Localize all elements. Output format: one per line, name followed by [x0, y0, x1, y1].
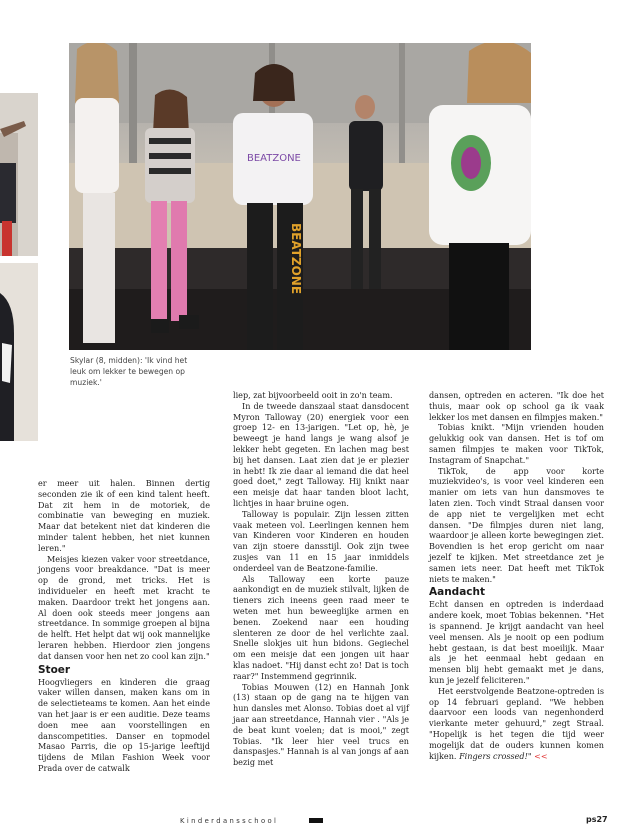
side-photo-bottom [0, 263, 38, 441]
footer-section-title: Kinderdansschool [180, 817, 279, 825]
shirt-print: BEATZONE [247, 153, 301, 164]
closing-phrase: Fingers crossed!" [459, 750, 532, 761]
side-photo-top [0, 93, 38, 256]
paragraph: TikTok, de app voor korte muziekvideo's, is voor veel kinderen een manier om iets van hun dansmoves te laten zien. Toch vindt Straal dansen voor de app niet te vergelijken met echt dansen. "De filmpjes duren niet lang, waardoor je alleen korte bewegingen ziet. Bovendien is het erop gericht om naar jezelf te kijken. Met streetdance zet je samen iets neer. Dat heeft met TikTok niets te maken." [429, 465, 604, 584]
paragraph: Als Talloway een korte pauze aankondigt en de muziek stilvalt, lijken de tieners zich ineens geen raad meer te weten met hun beweeglijke armen en benen. Zoekend naar een houding slenteren ze door de hel verlichte zaal. Snelle slokjes uit hun bidons. Gegiechel om een meisje dat een jongen uit haar klas nadoet. "Hij danst echt zo! Dat is toch raar?" Instemmend gegrinnik. [233, 573, 409, 681]
paragraph: Echt dansen en optreden is inderdaad andere koek, moet Tobias bekennen. "Het is spannend. Je krijgt aandacht van heel veel mensen. Als je nooit op een podium hebt gestaan, is dat best moeilijk. Maar als je het eenmaal hebt gedaan en mensen blij hebt gemaakt met je dans, kun je jezelf feliciteren." [429, 599, 604, 685]
paragraph-text: Het eerstvolgende Beatzone-optreden is op 14 februari gepland. "We hebben daarvoor een loods van negenhonderd vierkante meter gehuurd," zegt Straal. "Hopelijk is het tegen die tijd weer mogelijk dat de ouders kunnen komen kijken. [429, 685, 604, 761]
paragraph: Meisjes kiezen vaker voor streetdance, jongens voor breakdance. "Dat is meer op de grond, met tricks. Het is individueler en heeft met kracht te maken. Daardoor trekt het jongens aan. Al doen ook steeds meer jongens aan streetdance. In sommige groepen al bijna de helft. Het helpt dat wij ook mannelijke leraren hebben. Hierdoor zien jongens dat dansen voor hen net zo cool kan zijn." [38, 553, 210, 661]
paragraph: Tobias Mouwen (12) en Hannah Jonk (13) staan op de gang na te hijgen van hun dansles met Alonso. Tobias doet al vijf jaar aan streetdance, Hannah vier . "Als je de beat kunt voelen; dat is mooi," zegt Tobias. "Ik leer hier veel trucs en danspasjes." Hannah is al van jongs af aan bezig met [233, 681, 409, 768]
paragraph [429, 686, 604, 763]
paragraph: liep, zat bijvoorbeeld ooit in zo'n team. [233, 390, 393, 400]
photo-caption: Skylar (8, midden): 'Ik vind het leuk om lekker te bewegen op muziek.' [70, 356, 188, 387]
article-column-1 [38, 478, 210, 774]
leggings-print: BEATZONE [289, 223, 303, 295]
paragraph: er meer uit halen. Binnen dertig seconden zie ik of een kind talent heeft. Dat zit hem in de motoriek, de combinatie van beweging en muziek. Maar dat betekent niet dat kinderen die minder talent hebben, het niet kunnen leren." [38, 478, 210, 553]
paragraph: Talloway is populair. Zijn lessen zitten vaak meteen vol. Leerlingen kennen hem van Kinderen voor Kinderen en houden van zijn stoere dansstijl. Ook zijn twee zusjes van 11 en 15 jaar inmiddels onderdeel van de Beatzone-familie. [233, 508, 409, 573]
end-of-article-mark: << [534, 751, 548, 761]
subheading-aandacht: Aandacht [429, 586, 486, 599]
article-column-2 [233, 390, 409, 768]
paragraph: In de tweede danszaal staat dansdocent Myron Talloway (20) energiek voor een groep 12- en 13-jarigen. "Let op, hè, je beweegt je hand langs je wang alsof je lekker hebt gegeten. En lachen mag best bij het dansen. Laat zien dat je er plezier in hebt! Ik zie daar al iemand die dat heel goed doet," zegt Talloway. Hij knikt naar een meisje dat haar tanden bloot lacht, lichtjes in haar bruine ogen. [233, 400, 409, 508]
paragraph: Hoogvliegers en kinderen die graag vaker willen dansen, maken kans om in de selectieteams te komen. Aan het einde van het jaar is er een auditie. Deze teams doen mee aan voorstellingen en danscompetities. Danser en topmodel Masao Parris, die op 15-jarige leeftijd tijdens de Milan Fashion Week voor Prada over de catwalk [38, 676, 210, 773]
page-number: ps27 [586, 815, 608, 824]
subheading-stoer: Stoer [38, 663, 71, 676]
dance-class-photo [69, 43, 531, 350]
footer-divider-mark [309, 818, 323, 823]
article-column-3 [429, 390, 604, 762]
paragraph: dansen, optreden en acteren. "Ik doe het thuis, maar ook op school ga ik vaak lekker los met dansen en filmpjes maken." [429, 390, 604, 422]
paragraph: Tobias knikt. "Mijn vrienden houden gelukkig ook van dansen. Het is tof om samen filmpjes te maken voor TikTok, Instagram of Snapchat." [429, 422, 604, 465]
